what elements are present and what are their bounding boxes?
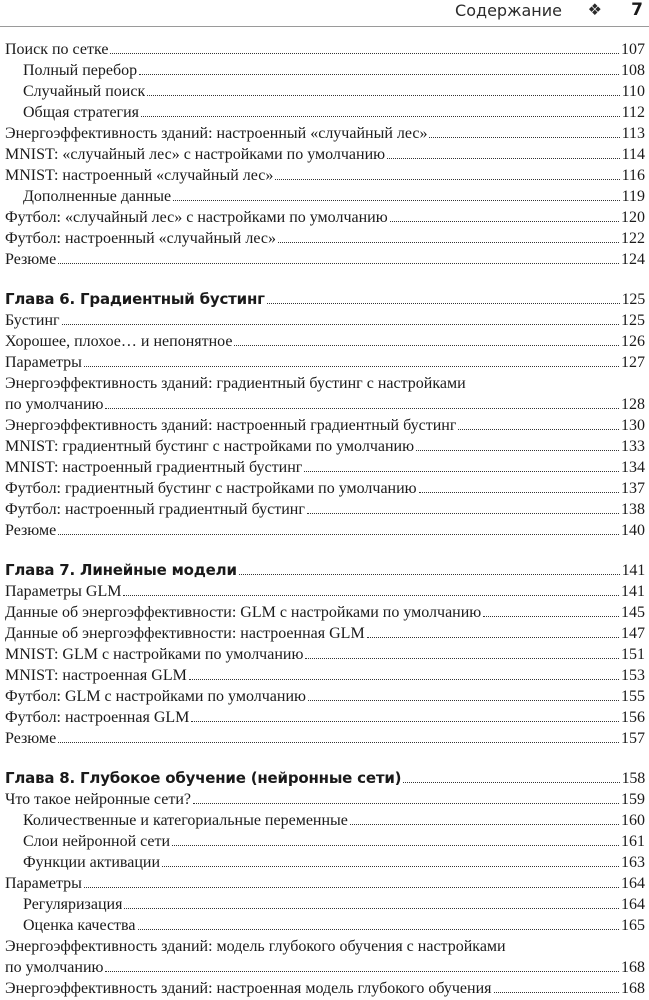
toc-chapter-entry[interactable]	[5, 289, 645, 310]
toc-entry[interactable]	[5, 249, 645, 270]
toc-entry-title: Общая стратегия	[23, 104, 140, 121]
dot-leader	[58, 741, 619, 743]
toc-entry-page: 160	[621, 812, 645, 829]
dot-leader	[147, 94, 619, 96]
dot-leader	[193, 802, 619, 804]
toc-entry[interactable]	[5, 602, 645, 623]
toc-entry-title: Резюме	[5, 251, 57, 268]
toc-entry-title: MNIST: настроенная GLM	[5, 667, 187, 684]
toc-entry-title: Что такое нейронные сети?	[5, 791, 191, 808]
toc-entry-page: 110	[621, 83, 645, 100]
toc-entry-title: Энергоэффективность зданий: модель глубокого обучения с настройками	[5, 938, 506, 955]
toc-entry[interactable]	[5, 207, 645, 228]
toc-entry-title: Слои нейронной сети	[23, 833, 171, 850]
toc-entry-title: Футбол: настроенный градиентный бустинг	[5, 501, 305, 518]
toc-entry-page: 141	[621, 583, 645, 600]
toc-entry[interactable]	[5, 810, 645, 831]
toc-entry-page: 116	[621, 167, 645, 184]
table-of-contents	[5, 39, 645, 999]
dot-leader	[367, 636, 619, 638]
running-header	[0, 0, 649, 27]
toc-entry-title: Футбол: GLM с настройками по умолчанию	[5, 688, 306, 705]
dot-leader	[267, 302, 620, 304]
toc-entry[interactable]	[5, 873, 645, 894]
dot-leader	[234, 344, 619, 346]
toc-entry-title: Резюме	[5, 522, 57, 539]
toc-entry-title: Резюме	[5, 730, 57, 747]
dot-leader	[105, 407, 619, 409]
toc-entry-title: Оценка качества	[23, 917, 136, 934]
ornament-icon: ❖	[587, 0, 602, 19]
toc-entry[interactable]	[5, 957, 645, 978]
dot-leader	[494, 991, 619, 993]
toc-entry[interactable]	[5, 394, 645, 415]
dot-leader	[278, 241, 619, 243]
toc-entry-title: Футбол: настроенная GLM	[5, 709, 190, 726]
dot-leader	[350, 823, 619, 825]
toc-entry-page: 133	[621, 438, 645, 455]
toc-entry[interactable]	[5, 936, 645, 957]
toc-entry-page: 161	[621, 833, 645, 850]
toc-entry-title: Параметры GLM	[5, 583, 122, 600]
toc-entry-page: 159	[621, 791, 645, 808]
toc-entry-title: Полный перебор	[23, 62, 138, 79]
toc-entry-title: по умолчанию	[5, 396, 104, 413]
toc-entry[interactable]	[5, 310, 645, 331]
toc-entry[interactable]	[5, 499, 645, 520]
dot-leader	[173, 199, 619, 201]
toc-entry-title: Хорошее, плохое… и непонятное	[5, 333, 233, 350]
toc-entry-title: Функции активации	[23, 854, 161, 871]
toc-entry[interactable]	[5, 228, 645, 249]
dot-leader	[58, 262, 619, 264]
toc-entry-title: Энергоэффективность зданий: градиентный бустинг с настройками	[5, 375, 466, 392]
toc-entry[interactable]	[5, 39, 645, 60]
dot-leader	[403, 781, 619, 783]
toc-entry[interactable]	[5, 165, 645, 186]
toc-entry[interactable]	[5, 436, 645, 457]
toc-entry-page: 122	[621, 230, 645, 247]
toc-entry[interactable]	[5, 728, 645, 749]
chapter-spacer	[5, 270, 645, 289]
toc-entry-title: MNIST: настроенный «случайный лес»	[5, 167, 274, 184]
toc-entry-title: Количественные и категориальные переменные	[23, 812, 348, 829]
toc-entry-page: 137	[621, 480, 645, 497]
toc-entry[interactable]	[5, 457, 645, 478]
toc-entry[interactable]	[5, 373, 645, 394]
toc-entry-page: 153	[621, 667, 645, 684]
toc-entry-page: 140	[621, 522, 645, 539]
dot-leader	[162, 865, 619, 867]
toc-entry-page: 155	[621, 688, 645, 705]
toc-entry[interactable]	[5, 123, 645, 144]
toc-entry[interactable]	[5, 894, 645, 915]
toc-entry-title: Футбол: градиентный бустинг с настройками по умолчанию	[5, 480, 417, 497]
toc-entry[interactable]	[5, 331, 645, 352]
toc-entry[interactable]	[5, 81, 645, 102]
toc-entry-page: 125	[621, 312, 645, 329]
toc-entry-title: Футбол: настроенный «случайный лес»	[5, 230, 276, 247]
toc-entry-page: 138	[621, 501, 645, 518]
toc-entry-title: Футбол: «случайный лес» с настройками по умолчанию	[5, 209, 388, 226]
toc-entry-page: 164	[621, 875, 645, 892]
toc-entry-title: MNIST: настроенный градиентный бустинг	[5, 459, 303, 476]
toc-entry-page: 112	[621, 104, 645, 121]
toc-entry-page: 164	[621, 896, 645, 913]
toc-entry-page: 125	[621, 291, 645, 308]
toc-entry-page: 168	[621, 980, 645, 997]
toc-entry-title: Случайный поиск	[23, 83, 146, 100]
chapter-spacer	[5, 541, 645, 560]
toc-entry-page: 124	[621, 251, 645, 268]
dot-leader	[483, 615, 619, 617]
toc-entry[interactable]	[5, 852, 645, 873]
dot-leader	[307, 512, 619, 514]
toc-entry-title: Глава 7. Линейные модели	[5, 561, 237, 579]
toc-entry-page: 114	[621, 146, 645, 163]
toc-entry-title: Глава 6. Градиентный бустинг	[5, 290, 265, 308]
toc-entry-title: MNIST: «случайный лес» с настройками по умолчанию	[5, 146, 386, 163]
toc-entry-page: 120	[621, 209, 645, 226]
toc-entry[interactable]	[5, 352, 645, 373]
toc-entry-page: 119	[621, 188, 645, 205]
dot-leader	[189, 678, 619, 680]
toc-entry-page: 168	[621, 959, 645, 976]
chapter-spacer	[5, 749, 645, 768]
toc-entry-title: Параметры	[5, 875, 82, 892]
toc-entry-title: Глава 8. Глубокое обучение (нейронные сети)	[5, 769, 402, 787]
toc-entry[interactable]	[5, 665, 645, 686]
toc-entry-page: 163	[621, 854, 645, 871]
toc-entry-page: 128	[621, 396, 645, 413]
toc-entry-title: Энергоэффективность зданий: настроенный градиентный бустинг	[5, 417, 457, 434]
dot-leader	[239, 573, 620, 575]
toc-entry[interactable]	[5, 520, 645, 541]
toc-entry-page: 127	[621, 354, 645, 371]
toc-entry-page: 158	[621, 770, 645, 787]
toc-entry-title: MNIST: GLM с настройками по умолчанию	[5, 646, 304, 663]
toc-entry[interactable]	[5, 978, 645, 999]
section-title: Содержание	[455, 1, 562, 20]
dot-leader	[141, 115, 620, 117]
toc-entry-title: Бустинг	[5, 312, 60, 329]
toc-entry-page: 156	[621, 709, 645, 726]
dot-leader	[139, 73, 619, 75]
toc-entry-title: Данные об энергоэффективности: настроенная GLM	[5, 625, 365, 642]
page-number: 7	[631, 0, 643, 20]
toc-entry[interactable]	[5, 915, 645, 936]
toc-entry[interactable]	[5, 60, 645, 81]
toc-entry-title: по умолчанию	[5, 959, 104, 976]
dot-leader	[123, 594, 619, 596]
toc-chapter-entry[interactable]	[5, 768, 645, 789]
dot-leader	[390, 220, 619, 222]
dot-leader	[304, 470, 619, 472]
toc-entry-page: 157	[621, 730, 645, 747]
dot-leader	[138, 928, 620, 930]
dot-leader	[416, 449, 619, 451]
toc-entry-title: Энергоэффективность зданий: настроенный «случайный лес»	[5, 125, 428, 142]
toc-entry[interactable]	[5, 789, 645, 810]
toc-entry[interactable]	[5, 478, 645, 499]
toc-entry-page: 130	[621, 417, 645, 434]
dot-leader	[124, 907, 619, 909]
dot-leader	[458, 428, 619, 430]
toc-chapter-entry[interactable]	[5, 560, 645, 581]
toc-entry-page: 165	[621, 917, 645, 934]
toc-entry[interactable]	[5, 707, 645, 728]
toc-entry-page: 145	[621, 604, 645, 621]
toc-entry-title: MNIST: градиентный бустинг с настройками по умолчанию	[5, 438, 415, 455]
dot-leader	[305, 657, 619, 659]
toc-entry-page: 141	[621, 562, 645, 579]
toc-entry[interactable]	[5, 686, 645, 707]
dot-leader	[105, 970, 619, 972]
toc-entry[interactable]	[5, 831, 645, 852]
toc-entry-page: 108	[621, 62, 645, 79]
toc-entry-page: 147	[621, 625, 645, 642]
dot-leader	[191, 720, 619, 722]
toc-entry[interactable]	[5, 102, 645, 123]
dot-leader	[58, 533, 619, 535]
toc-entry-title: Энергоэффективность зданий: настроенная модель глубокого обучения	[5, 980, 492, 997]
toc-entry-title: Регуляризация	[23, 896, 123, 913]
dot-leader	[84, 365, 619, 367]
toc-entry[interactable]	[5, 581, 645, 602]
dot-leader	[275, 178, 619, 180]
toc-entry-page: 107	[621, 41, 645, 58]
dot-leader	[62, 323, 619, 325]
toc-entry[interactable]	[5, 415, 645, 436]
toc-entry-title: Параметры	[5, 354, 82, 371]
toc-entry-title: Дополненные данные	[23, 188, 172, 205]
toc-entry-title: Поиск по сетке	[5, 41, 109, 58]
toc-entry-page: 113	[621, 125, 645, 142]
toc-entry[interactable]	[5, 623, 645, 644]
dot-leader	[84, 886, 619, 888]
dot-leader	[419, 491, 619, 493]
toc-entry[interactable]	[5, 144, 645, 165]
toc-entry-page: 151	[621, 646, 645, 663]
toc-entry-title: Данные об энергоэффективности: GLM с настройками по умолчанию	[5, 604, 482, 621]
toc-entry-page: 126	[621, 333, 645, 350]
dot-leader	[387, 157, 619, 159]
toc-entry[interactable]	[5, 644, 645, 665]
dot-leader	[172, 844, 619, 846]
toc-entry[interactable]	[5, 186, 645, 207]
dot-leader	[308, 699, 619, 701]
toc-entry-page: 134	[621, 459, 645, 476]
dot-leader	[429, 136, 619, 138]
dot-leader	[110, 52, 619, 54]
